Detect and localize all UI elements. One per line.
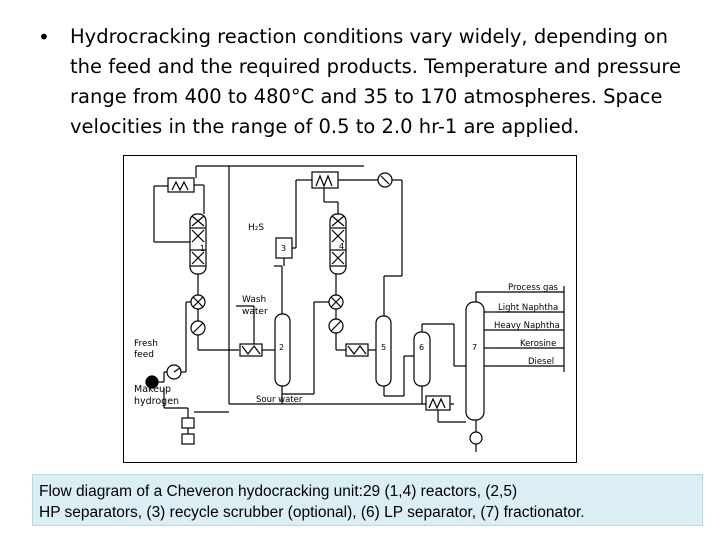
feed-pump	[167, 302, 191, 379]
fresh-feed-label-1: Fresh	[134, 339, 158, 349]
diesel-label: Diesel	[528, 357, 555, 367]
caption-line-1: Flow diagram of a Cheveron hydocracking unit:29 (1,4) reactors, (2,5)	[39, 483, 518, 500]
hp-separator-2	[274, 266, 290, 404]
caption-line-2: HP separators, (3) recycle scrubber (optional), (6) LP separator, (7) fractionator.	[39, 504, 585, 521]
cooler-1	[191, 309, 239, 350]
separator-2-label: 2	[279, 343, 285, 352]
makeup-label-2: hydrogen	[134, 396, 180, 407]
wash-mixer-2	[346, 344, 376, 356]
fresh-feed-label-2: feed	[134, 350, 154, 360]
makeup-label-1: Makeup	[134, 384, 172, 395]
reactor-1	[190, 214, 206, 274]
reactor-4	[324, 202, 346, 274]
wash-water-label-2: water	[242, 307, 268, 317]
exchanger-4a	[282, 274, 346, 394]
bullet-text: Hydrocracking reaction conditions vary widely, depending on the feed and the required products. Temperature and pressure range from 400 to 480°C and 35 to 170 atmospheres. Space velocities in the range of 0.5 to 2.0 hr-1 are applied.	[70, 25, 682, 138]
light-naphtha-label: Light Naphtha	[498, 303, 559, 313]
fractionator-7-label: 7	[472, 343, 478, 352]
figure-caption	[32, 474, 703, 526]
fractionator-7	[454, 292, 494, 452]
sour-water-label: Sour water	[256, 395, 303, 405]
flow-diagram-svg	[124, 156, 576, 462]
separator-5-label: 5	[381, 343, 387, 352]
h2s-label: H₂S	[248, 223, 265, 233]
reactor-4-label: 4	[339, 242, 345, 251]
lp-separator-6	[414, 324, 454, 404]
reactor-1-label: 1	[200, 244, 206, 253]
reboiler	[426, 396, 466, 422]
exchanger-1a	[191, 274, 205, 309]
process-gas-label: Process gas	[508, 283, 558, 293]
bullet-symbol: •	[38, 25, 50, 49]
scrubber-3-label: 3	[281, 244, 287, 253]
flow-diagram	[123, 155, 577, 463]
hp-separator-5	[376, 276, 414, 396]
heavy-naphtha-label: Heavy Naphtha	[494, 321, 560, 331]
kerosine-label: Kerosine	[520, 339, 557, 349]
separator-6-label: 6	[419, 343, 425, 352]
wash-water-label-1: Wash	[242, 295, 267, 305]
recycle-scrubber-3	[276, 180, 312, 266]
